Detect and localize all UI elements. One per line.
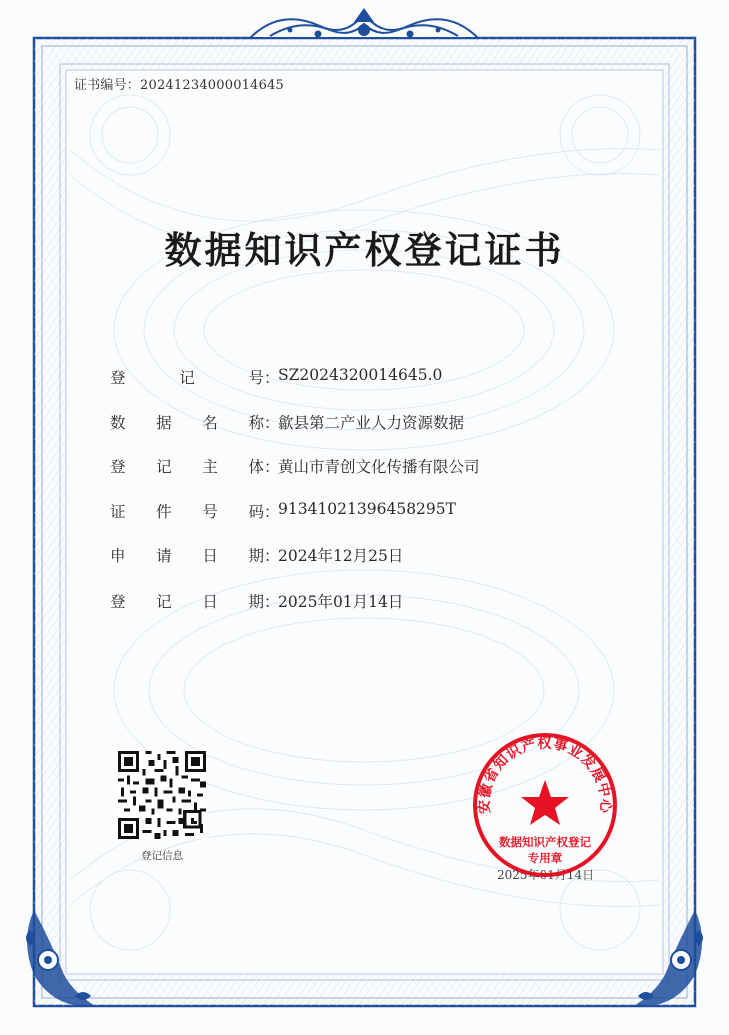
official-seal-stamp [470, 730, 620, 880]
seal-bottom-text: 专用章 [527, 851, 563, 865]
field-colon: ： [264, 458, 280, 476]
star-icon [521, 780, 569, 825]
field-label: 登 记 号 [110, 369, 264, 387]
certificate-number [74, 74, 284, 93]
seal-ring-text: 安徽省知识产权事业发展中心 [476, 735, 614, 815]
field-value: 2025年01月14日 [278, 593, 404, 611]
field-label: 申 请 日 期 [110, 547, 264, 565]
certificate-number-value: 20241234000014645 [140, 78, 285, 93]
seal-date: 2025年01月14日 [497, 868, 595, 882]
field-label: 登 记 主 体 [110, 458, 264, 476]
qr-caption: 登记信息 [141, 850, 183, 862]
seal-inner-text: 数据知识产权登记 [499, 835, 591, 849]
field-colon: ： [264, 414, 280, 432]
top-ornament [250, 8, 478, 38]
field-value: 91341021396458295T [278, 500, 456, 518]
field-value: SZ2024320014645.0 [278, 366, 443, 384]
certificate-number-label: 证书编号： [74, 78, 141, 93]
qr-code[interactable] [118, 751, 206, 839]
field-colon: ： [264, 503, 280, 521]
field-colon: ： [264, 593, 280, 611]
field-label: 证 件 号 码 [110, 503, 264, 521]
field-value: 黄山市青创文化传播有限公司 [278, 458, 480, 476]
field-label: 数 据 名 称 [110, 414, 264, 432]
field-colon: ： [264, 369, 280, 387]
field-label: 登 记 日 期 [110, 593, 264, 611]
field-colon: ： [264, 547, 280, 565]
field-value: 2024年12月25日 [278, 547, 404, 565]
certificate-title: 数据知识产权登记证书 [164, 228, 565, 272]
field-value: 歙县第二产业人力资源数据 [278, 414, 465, 432]
